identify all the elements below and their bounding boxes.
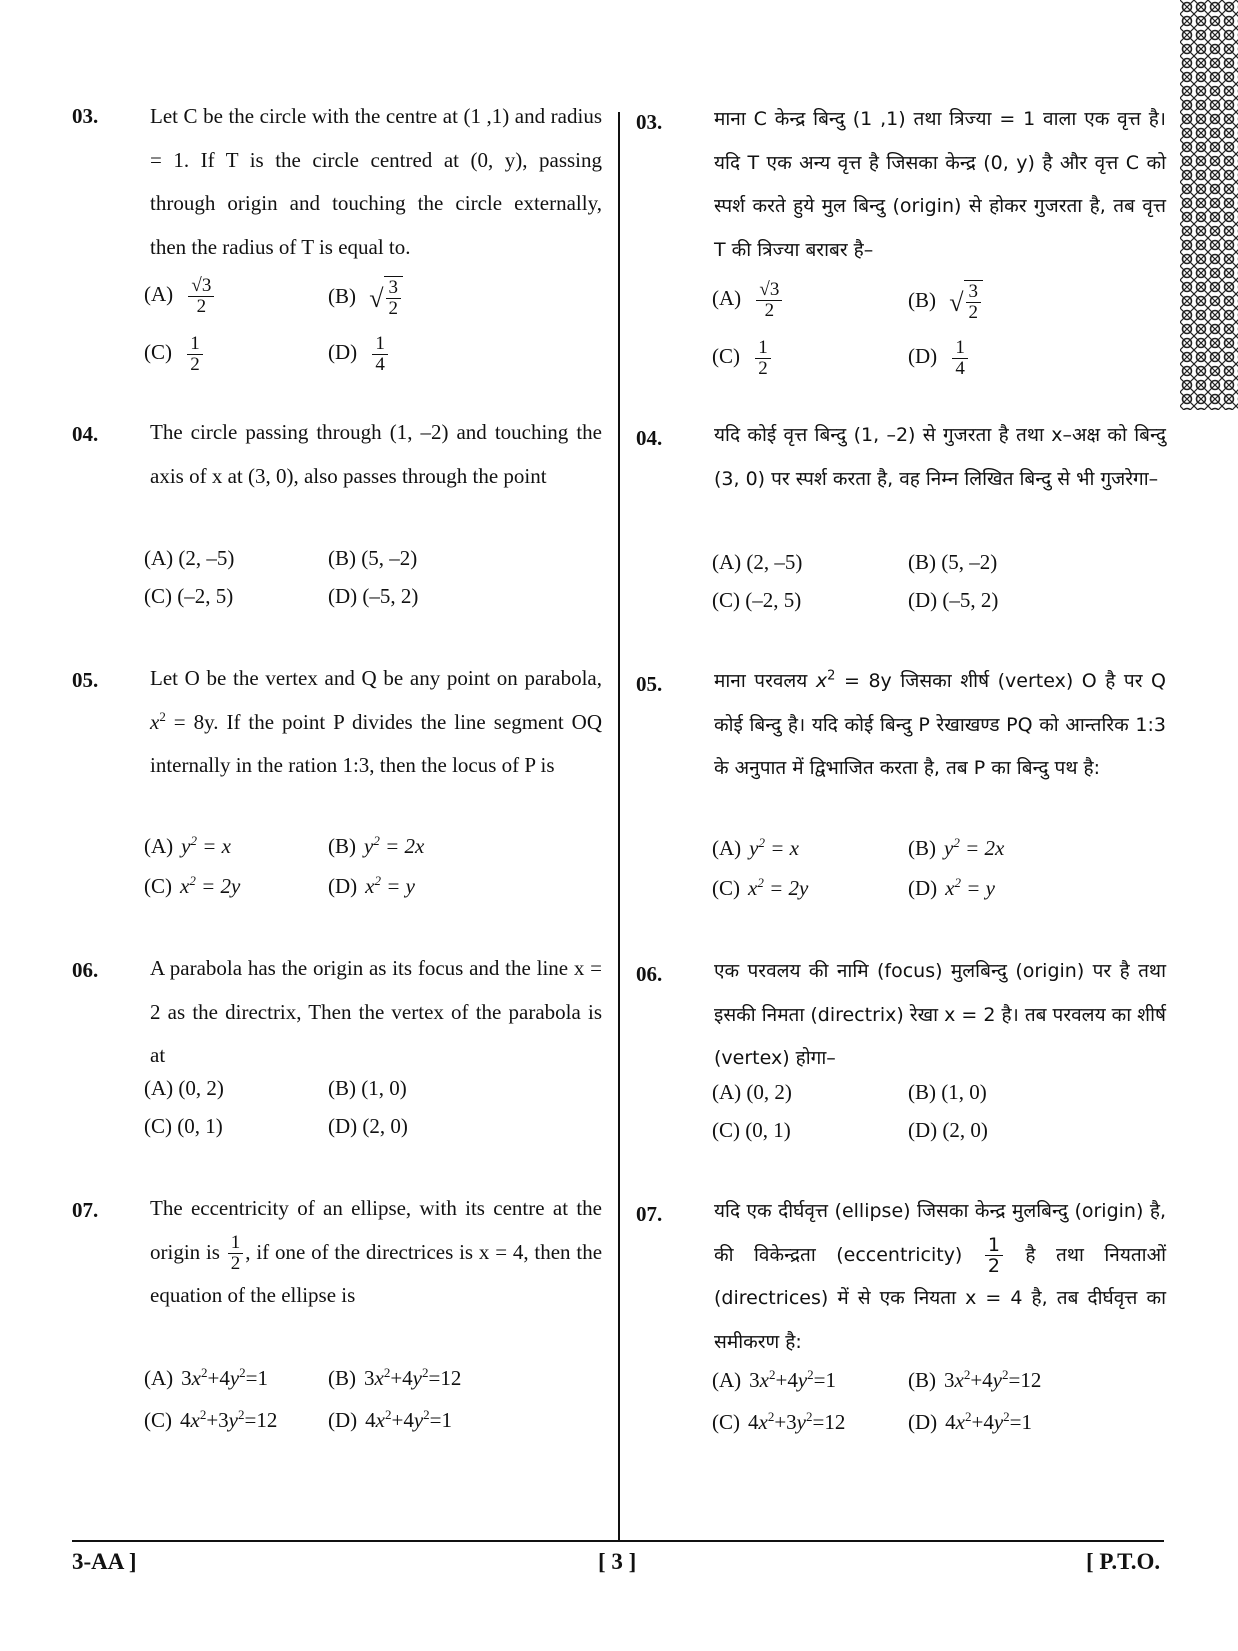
option-b: (B) (1, 0) (908, 1080, 987, 1104)
question-text: एक परवलय की नामि (focus) मुलबिन्दु (origin) पर है तथा इसकी निमता (directrix) रेखा x = 2 है। तब परवलय का शीर्ष (vertex) होगा– (714, 960, 1166, 1069)
question-number: 05. (72, 668, 99, 692)
question-number: 07. (636, 1202, 663, 1226)
question-number: 03. (636, 110, 663, 134)
option-c: (C) $x^2 = 2y$ (712, 875, 809, 900)
option-d: (D) $\frac{1}{4}$ (328, 334, 390, 375)
option-d: (D) $x^2 = y$ (328, 873, 415, 898)
option-c: (C) (–2, 5) (144, 584, 234, 608)
option-b: (B) (1, 0) (328, 1076, 407, 1100)
option-b: (B) (5, –2) (908, 550, 998, 574)
option-d: (D) (–5, 2) (328, 584, 419, 608)
option-c: (C) $4x^2+3y^2=12$ (712, 1409, 846, 1434)
question-number: 06. (72, 958, 99, 982)
option-b: (B) √ $\frac{3}{2}$ (328, 276, 403, 319)
footer-paper-code: 3-AA ] (72, 1549, 137, 1574)
option-d: (D) $x^2 = y$ (908, 875, 995, 900)
option-b: (B) $y^2 = 2x$ (908, 835, 1005, 860)
question-text: माना C केन्द्र बिन्दु (1 ,1) तथा त्रिज्या = 1 वाला एक वृत्त है। यदि T एक अन्य वृत्त है जिसका केन्द्र (0, y) है और वृत्त C को स्पर्श करते हुये मुल बिन्दु (origin) से होकर गुजरता है, तब वृत्त T की त्रिज्या बराबर है– (714, 108, 1166, 261)
eccentricity-fraction: $\frac{1}{2}$ (985, 1235, 1003, 1276)
footer-rule (72, 1540, 1164, 1542)
footer-pto: [ P.T.O. (1086, 1549, 1161, 1574)
option-a: (A) (2, –5) (712, 550, 803, 574)
question-text: A parabola has the origin as its focus and the line x = 2 as the directrix, Then the vertex of the parabola is at (150, 956, 602, 1067)
option-b: (B) √ $\frac{3}{2}$ (908, 280, 983, 323)
option-d: (D) $\frac{1}{4}$ (908, 338, 970, 379)
option-a: (A) (0, 2) (144, 1076, 224, 1100)
option-d: (D) (2, 0) (328, 1114, 408, 1138)
question-number: 04. (636, 426, 663, 450)
option-d: (D) (2, 0) (908, 1118, 988, 1142)
option-c: (C) $x^2 = 2y$ (144, 873, 241, 898)
eccentricity-fraction: $\frac{1}{2}$ (228, 1233, 244, 1274)
option-b: (B) $y^2 = 2x$ (328, 833, 425, 858)
option-c: (C) $\frac{1}{2}$ (712, 338, 773, 379)
option-a: (A) $\frac{√3}{2}$ (712, 280, 784, 321)
question-text: माना परवलय $x^2 = 8y$ जिसका शीर्ष (vertex) O है पर Q कोई बिन्दु है। यदि कोई बिन्दु P रेखाखण्ड PQ को आन्तरिक 1:3 के अनुपात में द्विभाजित करता है, तब P का बिन्दु पथ है: (714, 668, 1167, 779)
footer-page-number: [ 3 ] (598, 1549, 637, 1574)
question-text: The eccentricity of an ellipse, with its centre at the origin is $\frac{1}{2}$ , if one of the directrices is x = 4, then the equation of the ellipse is (150, 1196, 603, 1308)
option-d: (D) $4x^2+4y^2=1$ (908, 1409, 1032, 1434)
column-divider (618, 112, 620, 1542)
option-c: (C) $\frac{1}{2}$ (144, 334, 205, 375)
question-number: 07. (72, 1198, 99, 1222)
question-number: 05. (636, 672, 663, 696)
option-a: (A) $y^2 = x$ (712, 835, 799, 860)
option-b: (B) $3x^2+4y^2=12$ (328, 1365, 462, 1390)
option-d: (D) $4x^2+4y^2=1$ (328, 1407, 452, 1432)
question-text: The circle passing through (1, –2) and touching the axis of x at (3, 0), also passes through the point (150, 420, 602, 488)
option-b: (B) $3x^2+4y^2=12$ (908, 1367, 1042, 1392)
option-d: (D) (–5, 2) (908, 588, 999, 612)
question-text: यदि कोई वृत्त बिन्दु (1, –2) से गुजरता है तथा x–अक्ष को बिन्दु (3, 0) पर स्पर्श करता है, वह निम्न लिखित बिन्दु से भी गुजरेगा– (714, 424, 1166, 490)
option-a: (A) $y^2 = x$ (144, 833, 231, 858)
option-c: (C) (–2, 5) (712, 588, 802, 612)
question-text: Let O be the vertex and Q be any point on parabola, $x^2 = 8y$. If the point P divides the line segment OQ internally in the ration 1:3, then the locus of P is (150, 666, 602, 777)
question-number: 03. (72, 104, 99, 128)
option-c: (C) (0, 1) (712, 1118, 791, 1142)
question-text: Let C be the circle with the centre at (1 ,1) and radius = 1. If T is the circle centred at (0, y), passing through origin and touching the circle externally, then the radius of T is equal to. (150, 104, 602, 259)
option-a: (A) $3x^2+4y^2=1$ (144, 1365, 268, 1390)
question-text: यदि एक दीर्घवृत्त (ellipse) जिसका केन्द्र मुलबिन्दु (origin) है, की विकेन्द्रता (eccentricity) $\frac{1}{2}$ है तथा नियताओं (directrices) में से एक नियता x = 4 है, तब दीर्घवृत्त का समीकरण है: (714, 1200, 1167, 1353)
option-c: (C) (0, 1) (144, 1114, 223, 1138)
option-b: (B) (5, –2) (328, 546, 418, 570)
decorative-pattern (1180, 0, 1238, 410)
question-number: 04. (72, 422, 99, 446)
question-number: 06. (636, 962, 663, 986)
option-c: (C) $4x^2+3y^2=12$ (144, 1407, 278, 1432)
option-a: (A) $3x^2+4y^2=1$ (712, 1367, 836, 1392)
option-a: (A) (2, –5) (144, 546, 235, 570)
option-a: (A) $\frac{√3}{2}$ (144, 276, 216, 317)
option-a: (A) (0, 2) (712, 1080, 792, 1104)
